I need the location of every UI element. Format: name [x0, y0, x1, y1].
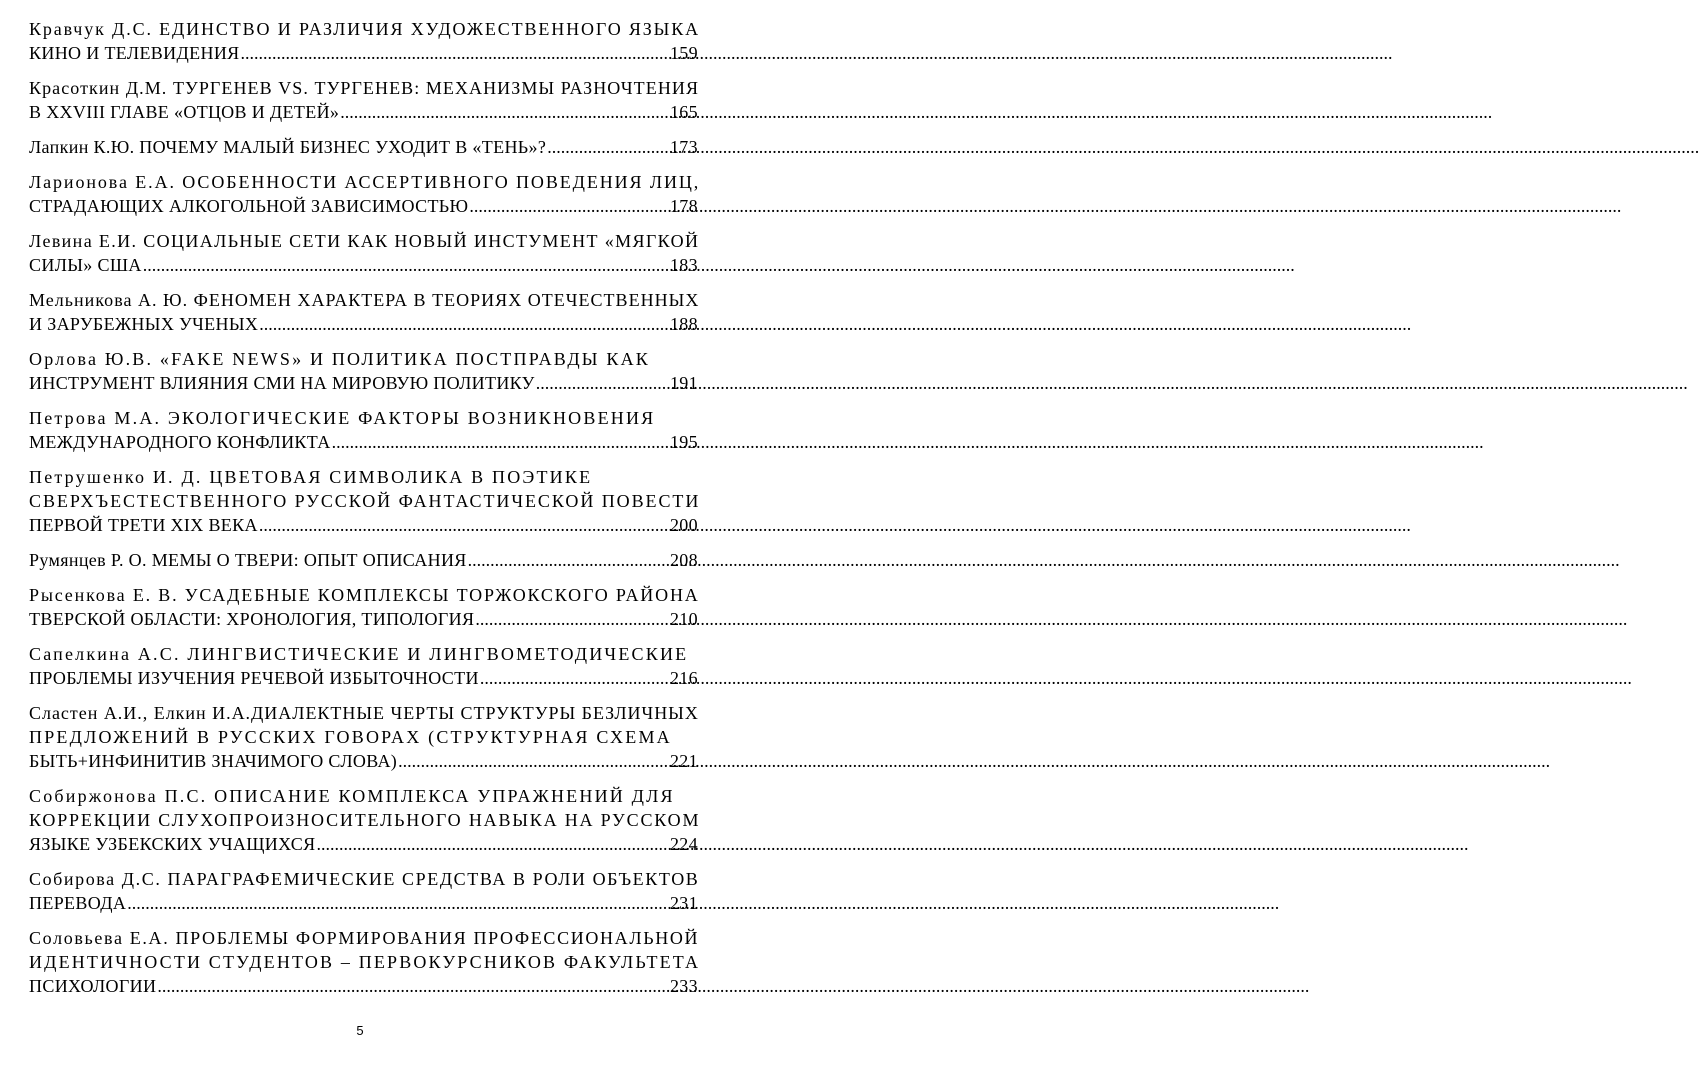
toc-entry-line — [29, 607, 698, 631]
toc-entry-line — [29, 548, 698, 572]
toc-entry — [29, 288, 698, 336]
toc-entry-line — [29, 974, 698, 998]
toc-entry-page: 233 — [669, 976, 698, 996]
toc-entry-title-text: И ЗАРУБЕЖНЫХ УЧЕНЫХ — [29, 314, 259, 334]
toc-entry-line: Ларионова Е.А. ОСОБЕННОСТИ АССЕРТИВНОГО ПОВЕДЕНИЯ ЛИЦ, — [29, 172, 701, 192]
toc-entry — [29, 465, 701, 537]
toc-entry-line: Петрова М.А. ЭКОЛОГИЧЕСКИЕ ФАКТОРЫ ВОЗНИКНОВЕНИЯ — [29, 408, 656, 428]
toc-entry-line — [29, 100, 698, 124]
toc-entry-line — [29, 891, 698, 915]
dot-leader — [547, 135, 669, 159]
dot-leader — [143, 253, 669, 277]
toc-entry — [29, 926, 701, 998]
toc-entry-line — [29, 371, 698, 395]
toc-entry-title-text: Лапкин К.Ю. ПОЧЕМУ МАЛЫЙ БИЗНЕС УХОДИТ В «ТЕНЬ»? — [29, 137, 547, 157]
toc-entry-page: 188 — [669, 314, 698, 334]
dot-leader — [332, 430, 669, 454]
toc-entry-line — [29, 194, 698, 218]
toc-entry-line: Соловьева Е.А. ПРОБЛЕМЫ ФОРМИРОВАНИЯ ПРОФЕССИОНАЛЬНОЙ — [29, 928, 700, 948]
toc-entry-line: Красоткин Д.М. ТУРГЕНЕВ VS. ТУРГЕНЕВ: МЕХАНИЗМЫ РАЗНОЧТЕНИЯ — [29, 78, 700, 98]
dot-leader — [259, 312, 669, 336]
toc-entry — [29, 784, 701, 856]
toc-entry-title-text: МЕЖДУНАРОДНОГО КОНФЛИКТА — [29, 432, 331, 452]
toc-entry-page: 178 — [669, 196, 698, 216]
toc-entry-page: 165 — [669, 102, 698, 122]
toc-entry-line: Сластен А.И., Елкин И.А.ДИАЛЕКТНЫЕ ЧЕРТЫ СТРУКТУРЫ БЕЗЛИЧНЫХ — [29, 703, 699, 723]
toc-entry — [29, 347, 698, 395]
toc-entry — [29, 701, 698, 773]
toc-entry — [29, 76, 698, 124]
toc-entry-line: Сапелкина А.С. ЛИНГВИСТИЧЕСКИЕ И ЛИНГВОМЕТОДИЧЕСКИЕ — [29, 644, 689, 664]
toc-entry-page: 216 — [669, 668, 698, 688]
toc-entry — [29, 17, 698, 65]
toc-entry-title-text: Румянцев Р. О. МЕМЫ О ТВЕРИ: ОПЫТ ОПИСАНИЯ — [29, 550, 467, 570]
toc-entry-title-text: В XXVIII ГЛАВЕ «ОТЦОВ И ДЕТЕЙ» — [29, 102, 340, 122]
toc-entry-line: СВЕРХЪЕСТЕСТВЕННОГО РУССКОЙ ФАНТАСТИЧЕСКОЙ ПОВЕСТИ — [29, 491, 701, 511]
dot-leader — [468, 548, 669, 572]
toc-entry — [29, 548, 698, 572]
toc-entry — [29, 583, 698, 631]
toc-entry-line: Орлова Ю.В. «FAKE NEWS» И ПОЛИТИКА ПОСТПРАВДЫ КАК — [29, 349, 651, 369]
toc-entry-title-text: СТРАДАЮЩИХ АЛКОГОЛЬНОЙ ЗАВИСИМОСТЬЮ — [29, 196, 469, 216]
toc-entry-line — [29, 666, 698, 690]
toc-entry-line: Рысенкова Е. В. УСАДЕБНЫЕ КОМПЛЕКСЫ ТОРЖОКСКОГО РАЙОНА — [29, 585, 700, 605]
toc-entry-line — [29, 832, 698, 856]
toc-entry-line: Левина Е.И. СОЦИАЛЬНЫЕ СЕТИ КАК НОВЫЙ ИНСТУМЕНТ «МЯГКОЙ — [29, 231, 700, 251]
toc-entry-line: ПРЕДЛОЖЕНИЙ В РУССКИХ ГОВОРАХ (СТРУКТУРНАЯ СХЕМА — [29, 727, 672, 747]
toc-entry-page: 191 — [669, 373, 698, 393]
toc-entry-line: Собирова Д.С. ПАРАГРАФЕМИЧЕСКИЕ СРЕДСТВА В РОЛИ ОБЪЕКТОВ — [29, 869, 700, 889]
toc-entry-page: 231 — [669, 893, 698, 913]
dot-leader — [259, 513, 669, 537]
toc-entry-title-text: ПСИХОЛОГИИ — [29, 976, 157, 996]
toc-entry-line: ИДЕНТИЧНОСТИ СТУДЕНТОВ – ПЕРВОКУРСНИКОВ ФАКУЛЬТЕТА — [29, 952, 701, 972]
page-number: 5 — [356, 1023, 364, 1038]
toc-entry-line — [29, 253, 698, 277]
toc-entry — [29, 170, 701, 218]
dot-leader — [475, 607, 669, 631]
toc-entry-title-text: ПЕРВОЙ ТРЕТИ XIX ВЕКА — [29, 515, 258, 535]
toc-entry-page: 224 — [669, 834, 698, 854]
toc-entry — [29, 867, 698, 915]
toc-entry-line — [29, 135, 698, 159]
toc-entry-title-text: ТВЕРСКОЙ ОБЛАСТИ: ХРОНОЛОГИЯ, ТИПОЛОГИЯ — [29, 609, 475, 629]
toc-entry-title-text: ПЕРЕВОДА — [29, 893, 127, 913]
dot-leader — [157, 974, 669, 998]
toc-entry-title-text: БЫТЬ+ИНФИНИТИВ ЗНАЧИМОГО СЛОВА) — [29, 751, 398, 771]
toc-entry-line: Кравчук Д.С. ЕДИНСТВО И РАЗЛИЧИЯ ХУДОЖЕСТВЕННОГО ЯЗЫКА — [29, 19, 700, 39]
toc-entry-page: 208 — [669, 550, 698, 570]
toc-entry-line — [29, 430, 698, 454]
toc-entry-line — [29, 749, 698, 773]
toc-entry-page: 200 — [669, 515, 698, 535]
dot-leader — [340, 100, 669, 124]
toc-entry-title-text: СИЛЫ» США — [29, 255, 142, 275]
toc-entry-title-text: ПРОБЛЕМЫ ИЗУЧЕНИЯ РЕЧЕВОЙ ИЗБЫТОЧНОСТИ — [29, 668, 479, 688]
toc-entry-line — [29, 513, 698, 537]
toc-entry-line: Петрушенко И. Д. ЦВЕТОВАЯ СИМВОЛИКА В ПОЭТИКЕ — [29, 467, 593, 487]
toc-entry-line: Собиржонова П.С. ОПИСАНИЕ КОМПЛЕКСА УПРАЖНЕНИЙ ДЛЯ — [29, 786, 675, 806]
dot-leader — [469, 194, 669, 218]
toc-entry — [29, 135, 698, 159]
toc-entry — [29, 642, 698, 690]
toc-entry — [29, 229, 698, 277]
dot-leader — [316, 832, 668, 856]
toc-entry — [29, 406, 698, 454]
toc-entry-page: 173 — [669, 137, 698, 157]
toc-entry-line — [29, 41, 698, 65]
toc-entry-page: 210 — [669, 609, 698, 629]
dot-leader — [480, 666, 669, 690]
toc-entry-title-text: ЯЗЫКЕ УЗБЕКСКИХ УЧАЩИХСЯ — [29, 834, 316, 854]
toc-entry-page: 183 — [669, 255, 698, 275]
toc-entry-line: КОРРЕКЦИИ СЛУХОПРОИЗНОСИТЕЛЬНОГО НАВЫКА НА РУССКОМ — [29, 810, 701, 830]
toc-entry-line — [29, 312, 698, 336]
toc-entry-title-text: ИНСТРУМЕНТ ВЛИЯНИЯ СМИ НА МИРОВУЮ ПОЛИТИКУ — [29, 373, 535, 393]
toc-entry-title-text: КИНО И ТЕЛЕВИДЕНИЯ — [29, 43, 240, 63]
toc-entry-page: 195 — [669, 432, 698, 452]
toc-entry-line: Мельникова А. Ю. ФЕНОМЕН ХАРАКТЕРА В ТЕОРИЯХ ОТЕЧЕСТВЕННЫХ — [29, 290, 700, 310]
table-of-contents — [29, 17, 701, 1009]
dot-leader — [241, 41, 669, 65]
toc-entry-page: 159 — [669, 43, 698, 63]
dot-leader — [398, 749, 669, 773]
dot-leader — [127, 891, 669, 915]
dot-leader — [536, 371, 669, 395]
toc-entry-page: 221 — [669, 751, 698, 771]
